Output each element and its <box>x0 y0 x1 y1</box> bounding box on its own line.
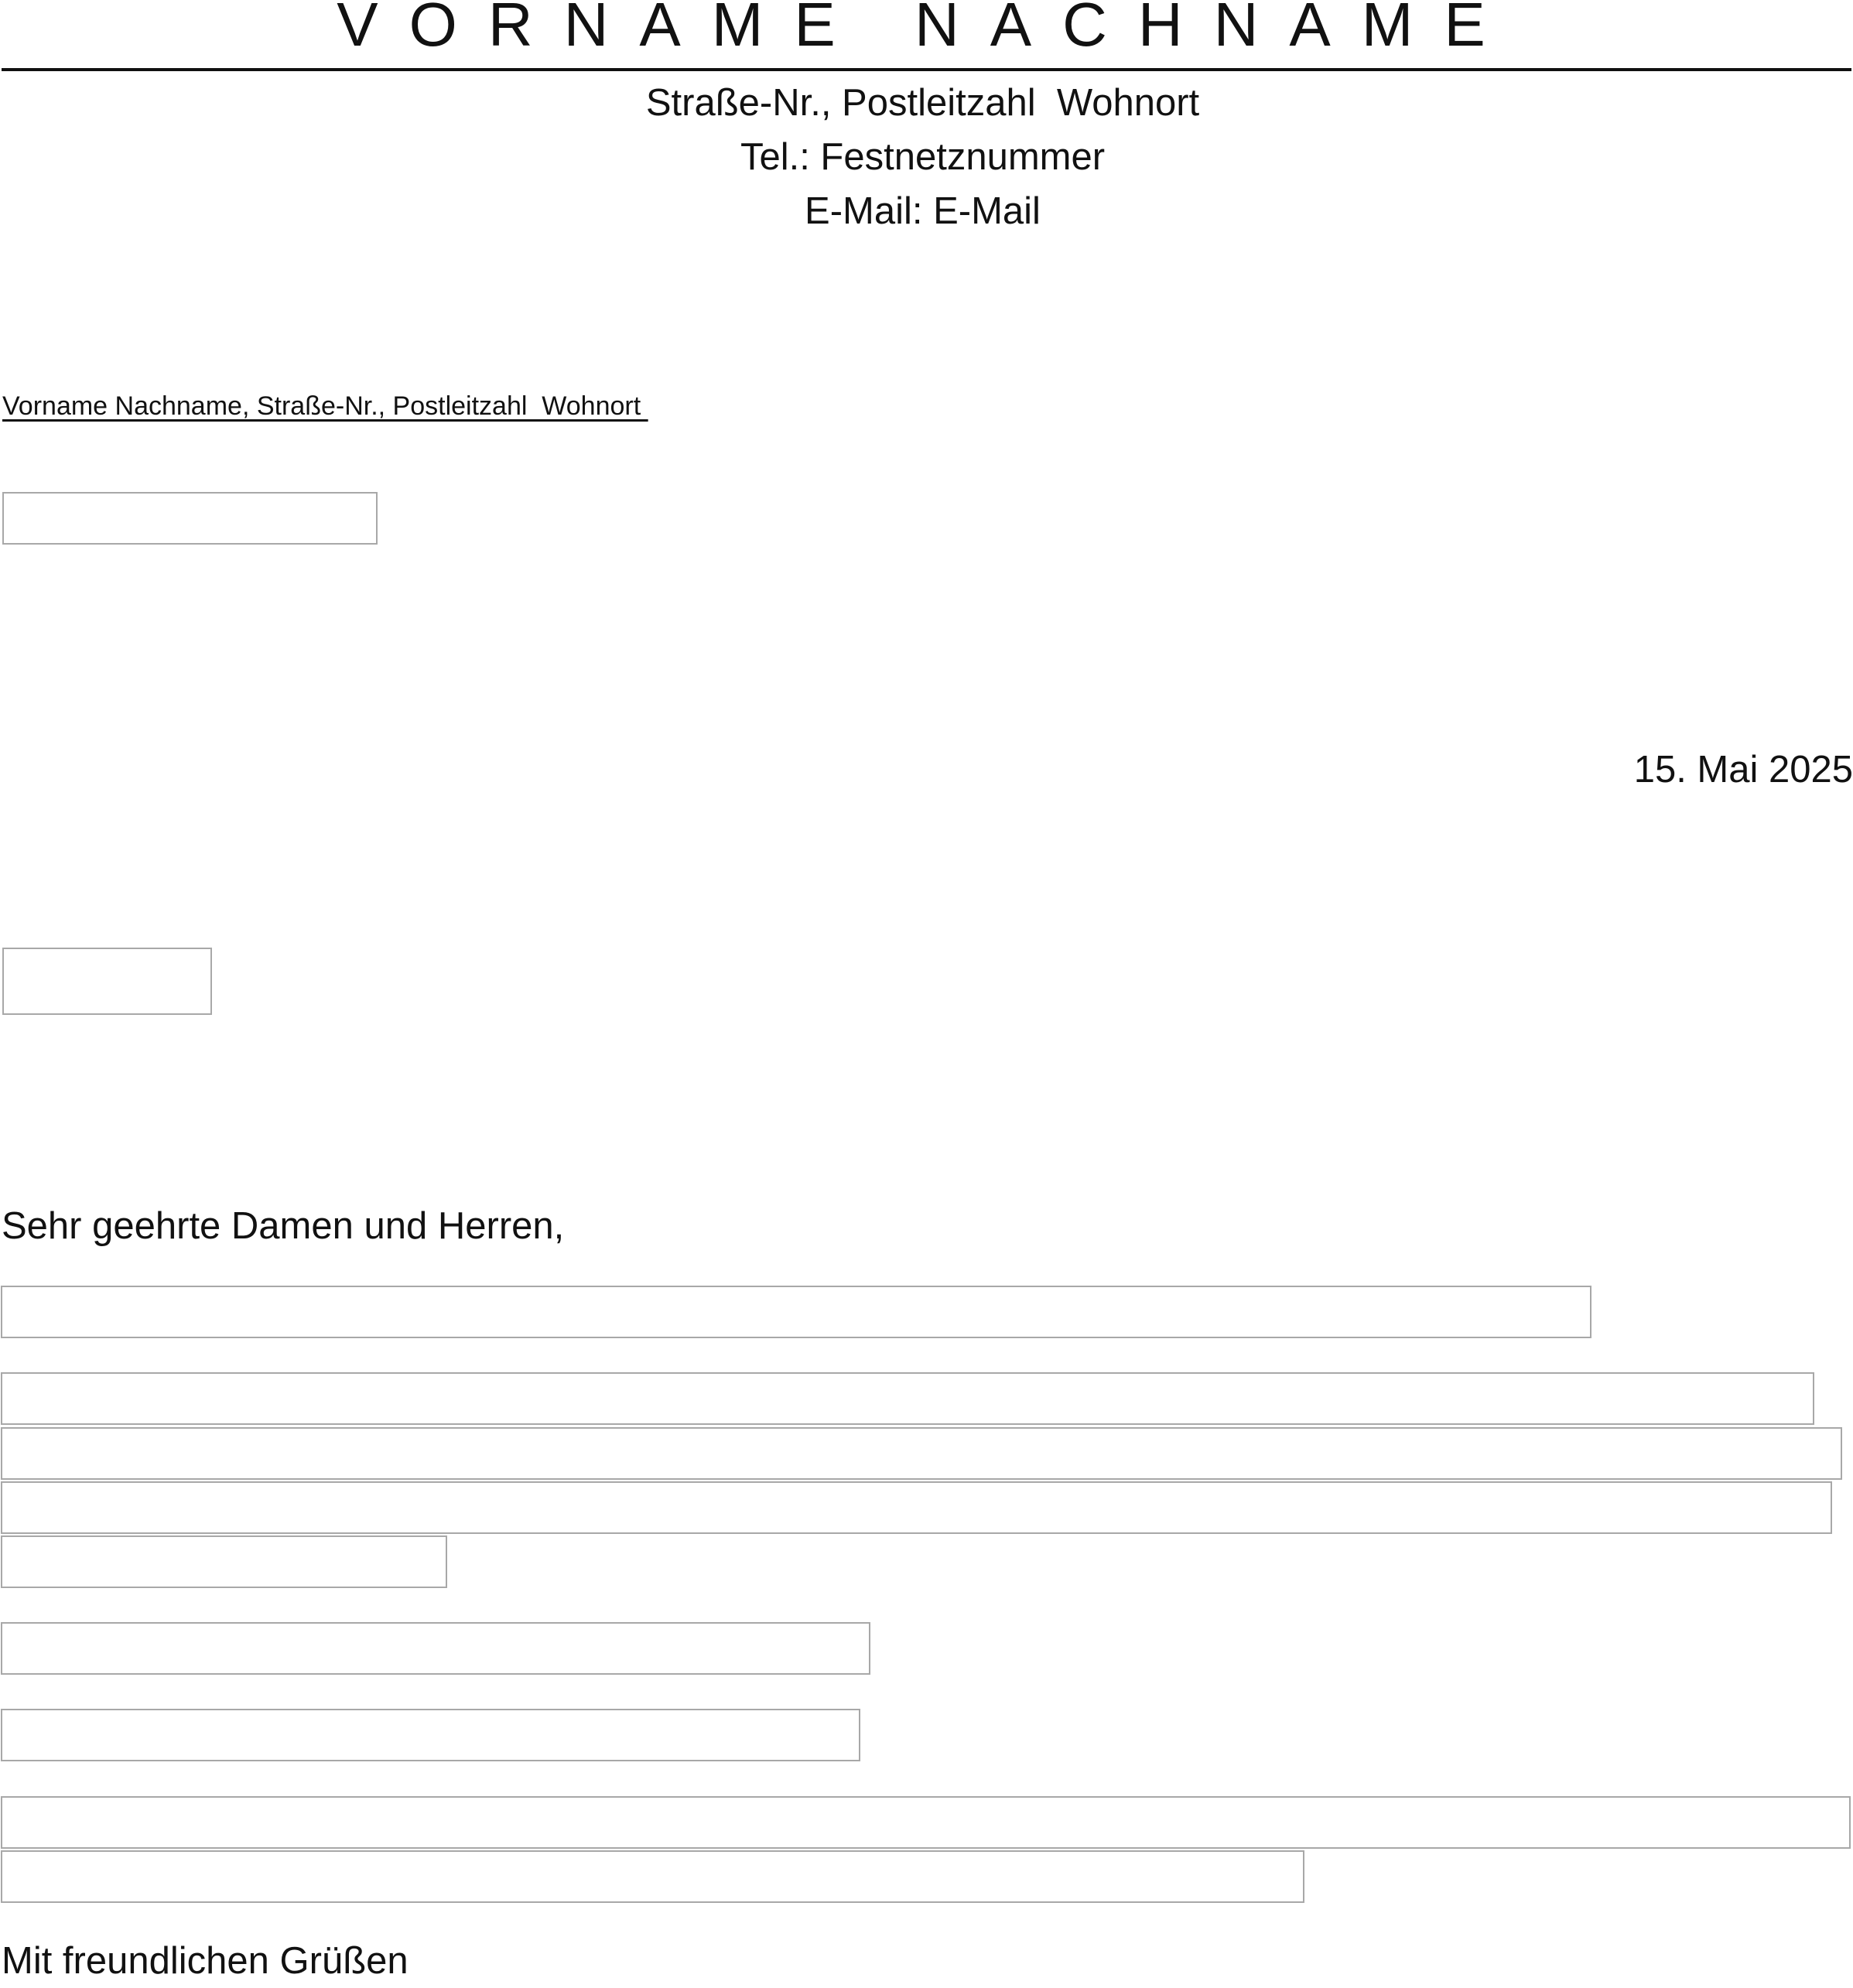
body-text-field[interactable] <box>1 1535 447 1588</box>
sender-return-line: Vorname Nachname, Straße-Nr., Postleitzahl Wohnort <box>2 391 648 421</box>
body-text-field[interactable] <box>1 1427 1842 1480</box>
subject-field[interactable] <box>2 948 212 1015</box>
contact-address: Straße-Nr., Postleitzahl Wohnort <box>645 82 1200 124</box>
body-text-field[interactable] <box>1 1622 870 1675</box>
body-text-field[interactable] <box>1 1286 1591 1338</box>
body-text-field[interactable] <box>1 1372 1814 1425</box>
closing-phrase: Mit freundlichen Grüßen <box>2 1940 409 1982</box>
contact-email: E-Mail: E-Mail <box>805 190 1041 232</box>
letter-date: 15. Mai 2025 <box>1633 749 1853 791</box>
body-text-field[interactable] <box>1 1709 860 1761</box>
contact-phone: Tel.: Festnetznummer <box>740 136 1106 178</box>
body-text-field[interactable] <box>1 1481 1832 1534</box>
header-divider <box>2 68 1851 71</box>
body-text-field[interactable] <box>1 1796 1851 1849</box>
body-text-field[interactable] <box>1 1850 1304 1903</box>
recipient-field[interactable] <box>2 492 378 545</box>
name-heading: VORNAME NACHNAME <box>337 0 1516 59</box>
salutation: Sehr geehrte Damen und Herren, <box>2 1205 565 1247</box>
